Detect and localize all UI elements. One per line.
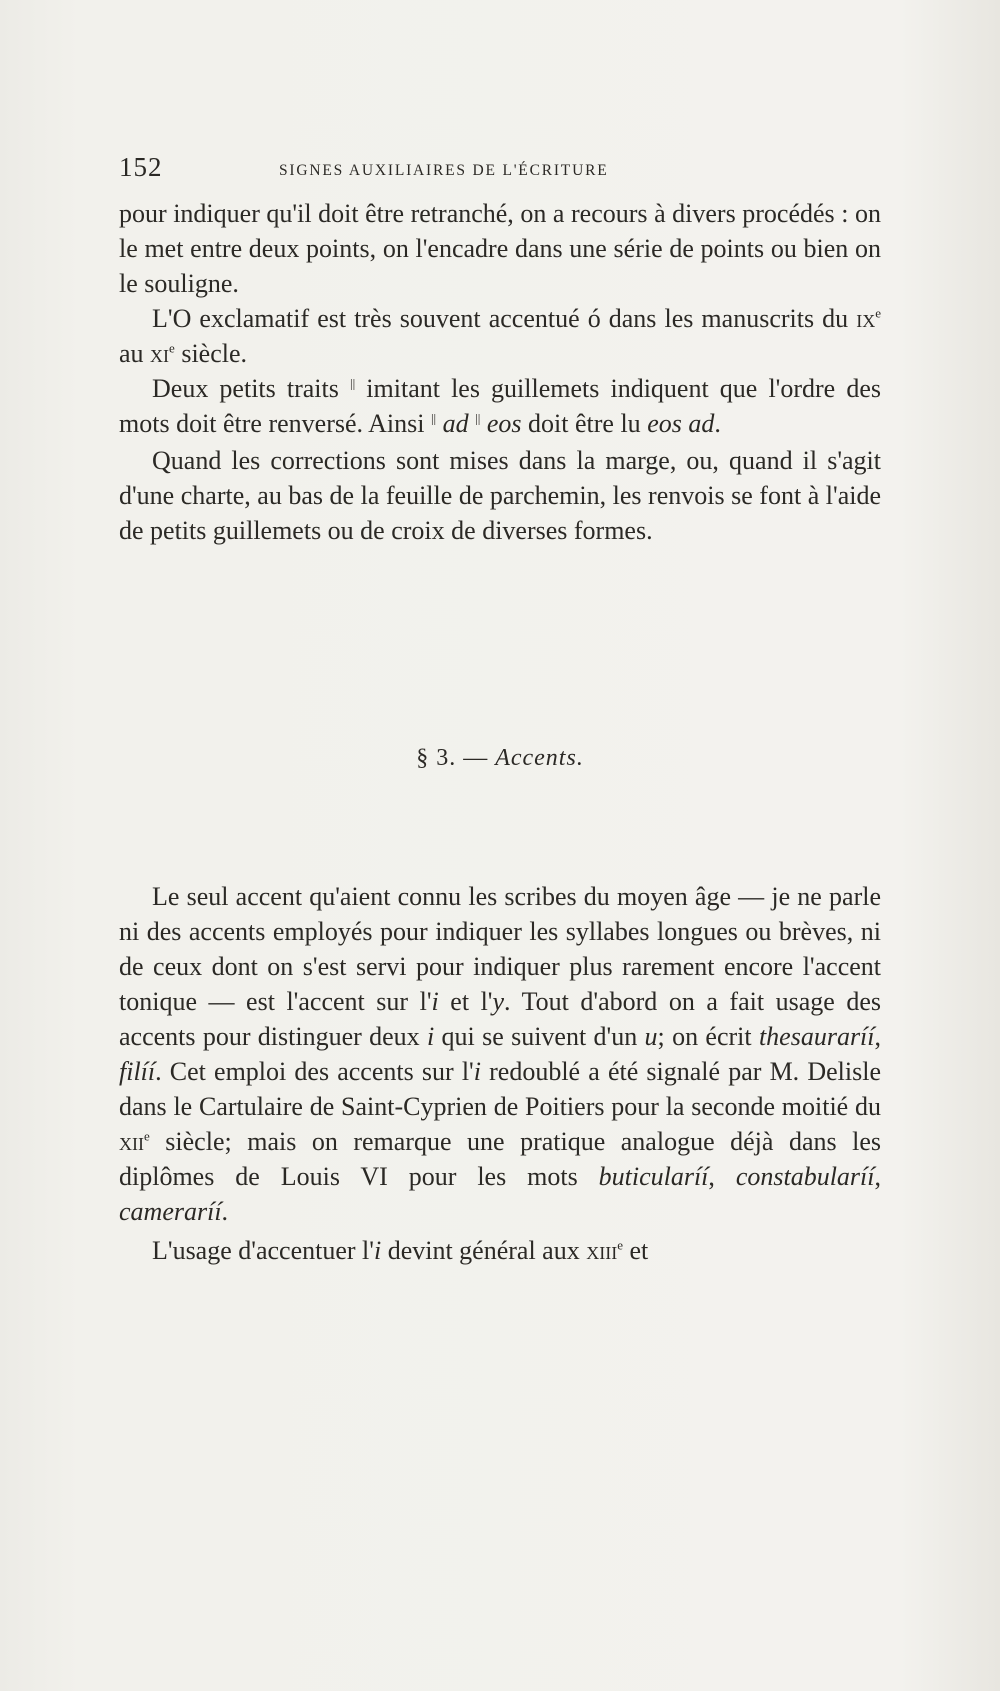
- italic-word: cameraríí: [119, 1197, 222, 1226]
- text-run: .: [714, 409, 721, 438]
- italic-word: y: [492, 987, 505, 1016]
- superscript: e: [617, 1237, 623, 1253]
- inversion-marks: ||: [430, 410, 437, 426]
- text-run: redoublé a été signalé par M. Delisle dans le Cartulaire de Saint-Cyprien de Poitiers pour la seconde moitié du: [119, 1057, 881, 1121]
- section-number: § 3. —: [416, 745, 489, 771]
- text-run: Deux petits traits: [152, 374, 350, 403]
- italic-word: constabularíí: [735, 1162, 875, 1191]
- superscript: e: [875, 305, 881, 321]
- italic-word: buticularíí: [598, 1162, 709, 1191]
- paragraph-2: [119, 301, 881, 371]
- roman-numeral: xii: [119, 1127, 144, 1156]
- text-run: . Cet emploi des accents sur l': [155, 1057, 474, 1086]
- italic-word: eos: [480, 409, 522, 438]
- italic-word: i: [473, 1057, 481, 1086]
- roman-numeral: xi: [150, 339, 170, 368]
- roman-numeral: xiii: [586, 1236, 618, 1265]
- text-run: siècle.: [174, 339, 248, 368]
- text-run: .: [221, 1197, 229, 1226]
- text-run: et l': [438, 987, 493, 1016]
- inversion-marks: ||: [349, 375, 356, 391]
- text-run: qui se suivent d'un: [434, 1022, 645, 1051]
- italic-word: ad: [436, 409, 476, 438]
- text-block-bottom: [119, 879, 881, 1268]
- text-run: ,: [874, 1162, 881, 1191]
- text-run: siècle; mais on remarque une pratique analogue déjà dans les diplômes de Louis VI pour les mots: [119, 1127, 881, 1191]
- page-header: [119, 152, 881, 192]
- italic-word: thesauraríí: [758, 1022, 875, 1051]
- text-run: ; on écrit: [657, 1022, 759, 1051]
- section-title: Accents.: [495, 745, 584, 771]
- section-heading: [0, 745, 1000, 772]
- running-head: SIGNES AUXILIAIRES DE L'ÉCRITURE: [279, 162, 609, 179]
- italic-word: u: [644, 1022, 658, 1051]
- superscript: e: [144, 1128, 150, 1144]
- text-run: doit être lu: [521, 409, 648, 438]
- italic-word: i: [431, 987, 439, 1016]
- italic-word: eos ad: [647, 409, 715, 438]
- paragraph-6: [119, 1233, 881, 1268]
- page-number: 152: [119, 152, 163, 182]
- text-run: ,: [874, 1022, 882, 1051]
- text-run: devint général aux: [381, 1236, 587, 1265]
- text-run: au: [119, 339, 151, 368]
- superscript: e: [169, 340, 175, 356]
- italic-word: i: [427, 1022, 435, 1051]
- text-run: et: [622, 1236, 649, 1265]
- paragraph-4: Quand les corrections sont mises dans la marge, ou, quand il s'agit d'une charte, au bas de la feuille de parchemin, les renvois se font à l'aide de petits guillemets ou de croix de diverses formes.: [119, 446, 881, 545]
- text-block-top: [119, 196, 881, 548]
- italic-word: filíí: [119, 1057, 156, 1086]
- paragraph-3: [119, 371, 881, 441]
- inversion-marks: ||: [475, 410, 481, 426]
- text-run: L'O exclamatif est très souvent accentué ó dans les manuscrits du: [152, 304, 857, 333]
- roman-numeral: ix: [856, 304, 876, 333]
- text-run: imitant les guillemets indiquent que l'ordre des mots doit être renversé. Ainsi: [119, 374, 881, 438]
- paragraph-1: pour indiquer qu'il doit être retranché, on a recours à divers procédés : on le met entre deux points, on l'encadre dans une série de points ou bien on le souligne.: [119, 199, 881, 298]
- text-run: L'usage d'accentuer l': [152, 1236, 374, 1265]
- text-run: Le seul accent qu'aient connu les scribes du moyen âge — je ne parle ni des accents employés pour indiquer les syllabes longues ou brèves, ni de ceux dont on s'est servi pour indiquer plus rarement encore l'accent tonique — est l'accent sur l': [119, 882, 881, 1016]
- paragraph-5: [119, 879, 881, 1229]
- text-run: ,: [708, 1162, 736, 1191]
- italic-word: i: [373, 1236, 382, 1265]
- text-run: . Tout d'abord on a fait usage des accents pour distinguer deux: [119, 987, 881, 1051]
